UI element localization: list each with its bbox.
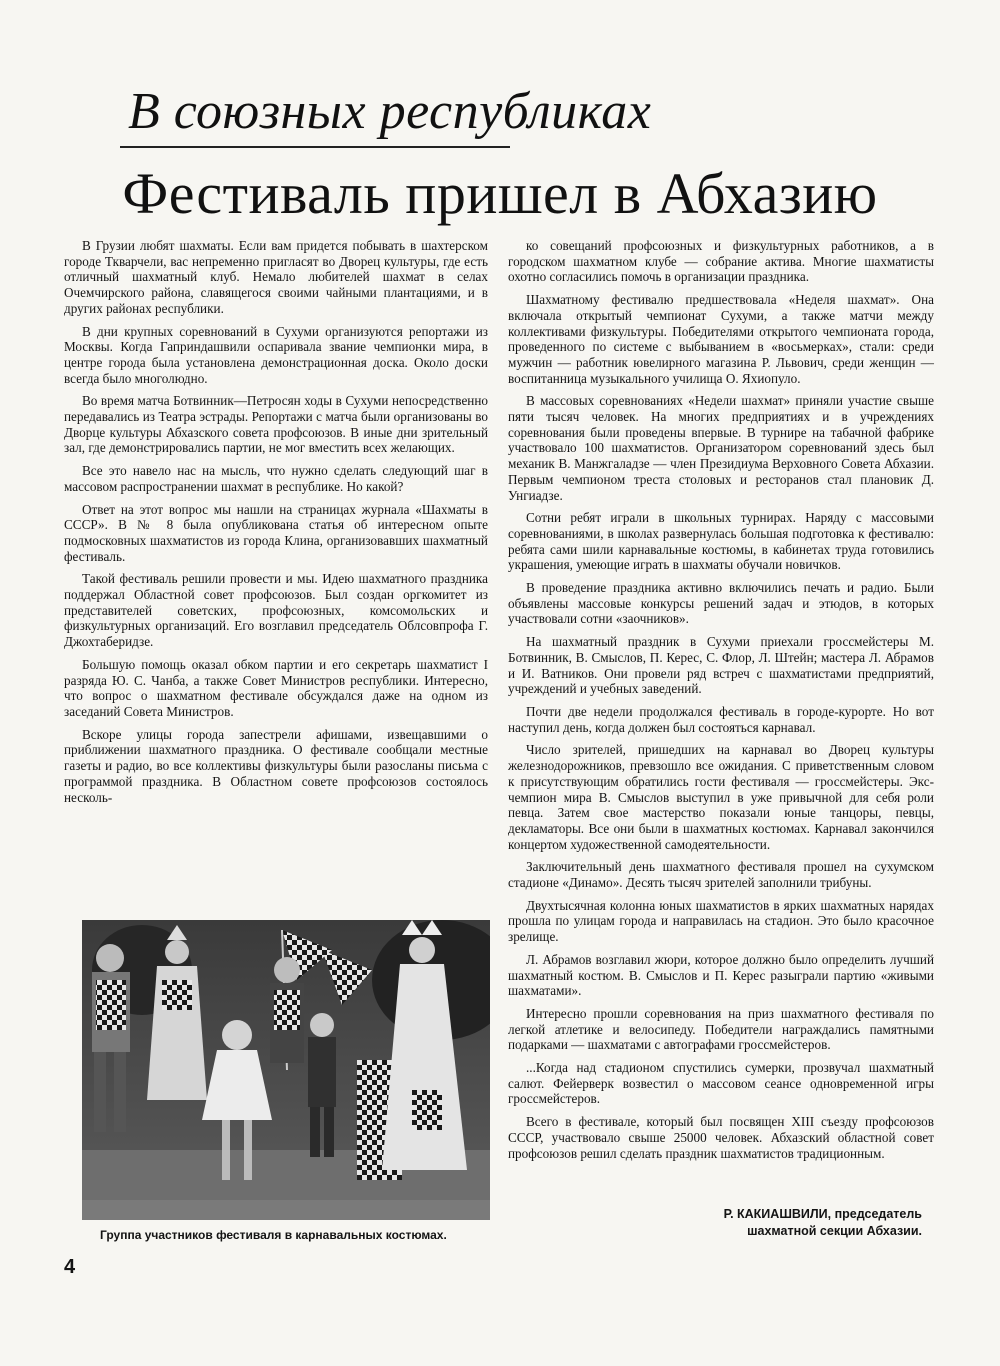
paragraph: Такой фестиваль решили провести и мы. Идею шахматного праздника поддержал Областной совет профсоюзов. Был создан оргкомитет из представителей советских, профсоюзных, комсомольских и физкультурных организаций. Его возглавил председатель Облсовпрофа Г. Джохтаберидзе.: [64, 571, 488, 650]
paragraph: Во время матча Ботвинник—Петросян ходы в Сухуми непосредственно передавались из Театра эстрады. Репортажи с матча были организованы во Дворце культуры Абхазского совета профсоюзов. В иные дни зрительный зал, где демонстрировались партии, не мог вместить всех желающих.: [64, 393, 488, 456]
article-headline: Фестиваль пришел в Абхазию: [122, 161, 878, 226]
paragraph: В массовых соревнованиях «Недели шахмат» приняли участие свыше пяти тысяч человек. На многих предприятиях и в учреждениях соревнования были проведены впервые. В турнире на табачной фабрике участвовало 100 шахматистов. Организатором соревнований здесь был механик В. Манжгаладзе — член Президиума Верховного Совета Абхазии. Первым чемпионом треста столовых и ресторанов стал плановик Д. Унгиадзе.: [508, 393, 934, 503]
paragraph: ...Когда над стадионом спустились сумерки, прозвучал шахматный салют. Фейерверк возвестил о массовом сеансе одновременной игры гроссмейстеров.: [508, 1060, 934, 1107]
paragraph: В проведение праздника активно включились печать и радио. Были объявлены массовые конкурсы решений задач и этюдов, в которых участвовали сотни «заочников».: [508, 580, 934, 627]
signature-line: шахматной секции Абхазии.: [747, 1224, 922, 1238]
paragraph: Число зрителей, пришедших на карнавал во Дворец культуры железнодорожников, превзошло все ожидания. С приветственным словом к присутствующим обратились гости фестиваля — гроссмейстеры. Экс-чемпион мира В. Смыслов выступил в уже привычной для себя роли певца. Затем свое мастерство показали юные танцоры, певцы, декламаторы. Все они были в шахматных костюмах. Карнавал закончился концертом художественной самодеятельности.: [508, 742, 934, 852]
paragraph: Шахматному фестивалю предшествовала «Неделя шахмат». Она включала открытый чемпионат Сухуми, а также матчи между коллективами физкультуры. Победителями открытого чемпионата города, проведенного по системе с выбыванием в «восьмерках», стали: среди мужчин — работник ювелирного магазина Р. Львович, среди женщин — воспитанница музыкального училища О. Яхиопуло.: [508, 292, 934, 386]
page-number: 4: [64, 1256, 76, 1278]
photo-caption: Группа участников фестиваля в карнавальных костюмах.: [100, 1228, 447, 1242]
festival-photo: [82, 920, 490, 1220]
paragraph: Заключительный день шахматного фестиваля прошел на сухумском стадионе «Динамо». Десять тысяч зрителей заполнили трибуны.: [508, 859, 934, 891]
signature-line: Р. КАКИАШВИЛИ, председатель: [723, 1207, 922, 1221]
paragraph: Л. Абрамов возглавил жюри, которое должно было определить лучший шахматный костюм. В. Смыслов и П. Керес разыграли партию «живыми шахматами».: [508, 951, 934, 999]
paragraph: Интересно прошли соревнования на приз шахматного фестиваля по легкой атлетике и велосипеду. Победители награждались памятными подарками — шахматами с автографами гроссмейстеров.: [508, 1005, 934, 1053]
paragraph: Вскоре улицы города запестрели афишами, извещавшими о приближении шахматного праздника. О фестивале сообщали местные газеты и радио, во все коллективы физкультуры были разосланы письма с программой праздника. В Областном совете профсоюзов состоялось несколь-: [64, 726, 488, 805]
rubric-underline: [120, 146, 510, 148]
paragraph: Большую помощь оказал обком партии и его секретарь шахматист I разряда Ю. С. Чанба, а также Совет Министров республики. Интересно, что вопрос о шахматном фестивале обсуждался даже на одном из заседаний Совета Министров.: [64, 656, 488, 719]
paragraph: Сотни ребят играли в школьных турнирах. Наряду с массовыми соревнованиями, в школах развернулась большая подготовка к фестивалю: ребята сами шили карнавальные костюмы, в кабинетах труда готовились украшения, умеющие играть в шахматы обучали новичков.: [508, 510, 934, 573]
paragraph: ко совещаний профсоюзных и физкультурных работников, а в городском шахматном клубе — собрание актива. Многие шахматисты охотно согласились помочь в организации праздника.: [508, 238, 934, 285]
paragraph: Почти две недели продолжался фестиваль в городе-курорте. Но вот наступил день, когда должен был состояться карнавал.: [508, 703, 934, 735]
paragraph: Двухтысячная колонна юных шахматистов в ярких шахматных нарядах прошла по улицам города и направилась на стадион. Это было красочное зрелище.: [508, 897, 934, 945]
paragraph: В дни крупных соревнований в Сухуми организуются репортажи из Москвы. Когда Гаприндашвили оспаривала звание чемпионки мира, в центре города была установлена демонстрационная доска. Около доски всегда было многолюдно.: [64, 323, 488, 386]
paragraph: В Грузии любят шахматы. Если вам придется побывать в шахтерском городе Ткварчели, вас непременно пригласят во Дворец культуры, где есть отличный шахматный клуб. Немало любителей шахмат в селах Очемчирского района, славящегося своими чайными плантациями, и в других районах республики.: [64, 238, 488, 316]
festival-photo-block: [82, 920, 490, 1220]
costumed-children-illustration: [82, 920, 490, 1220]
left-column: [64, 238, 488, 812]
paragraph: Всего в фестивале, который был посвящен XIII съезду профсоюзов СССР, участвовало свыше 25000 человек. Абхазский областной совет профсоюзов решил сделать праздник шахматистов традиционным.: [508, 1114, 934, 1161]
paragraph: Ответ на этот вопрос мы нашли на страницах журнала «Шахматы в СССР». В № 8 была опубликована статья об интересном опыте подмосковных шахматистов из города Клина, организовавших шахматный фестиваль.: [64, 501, 488, 564]
section-rubric: В союзных республиках: [128, 83, 652, 140]
right-column: [508, 238, 934, 1168]
paragraph: На шахматный праздник в Сухуми приехали гроссмейстеры М. Ботвинник, В. Смыслов, П. Керес, С. Флор, Л. Штейн; мастера Л. Абрамов и И. Ватников. Они провели ряд встреч с шахматистами предприятий, учреждений и учебных заведений.: [508, 634, 934, 697]
paragraph: Все это навело нас на мысль, что нужно сделать следующий шаг в массовом распространении шахмат в республике. Но какой?: [64, 463, 488, 494]
author-signature: [640, 1206, 922, 1240]
